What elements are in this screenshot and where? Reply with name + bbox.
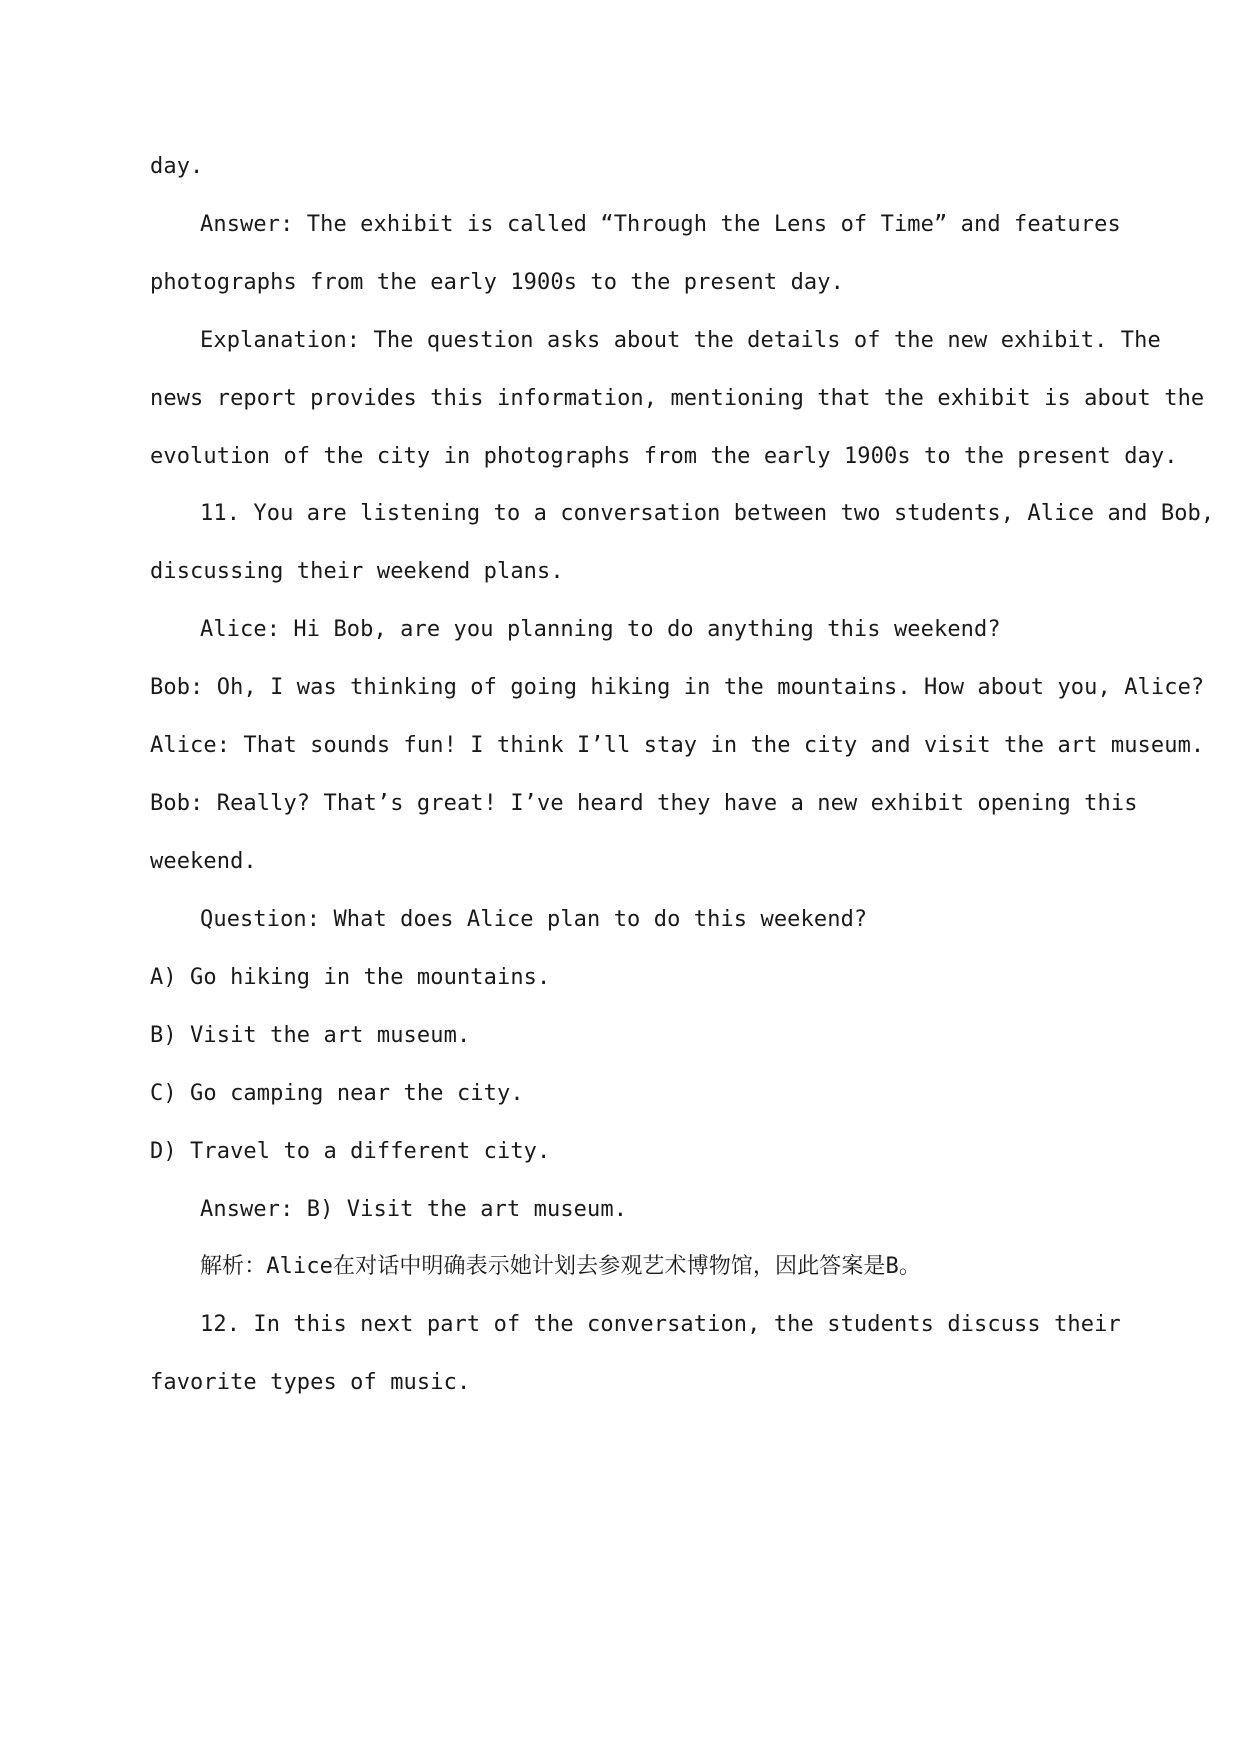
document-page (150, 0, 1215, 1754)
question-11-line: 11. You are listening to a conversation between two students, Alice and Bob, (200, 501, 1215, 526)
analysis-line: 解析：Alice在对话中明确表示她计划去参观艺术博物馆，因此答案是B。 (200, 1254, 921, 1279)
question-12-line: 12. In this next part of the conversation, the students discuss their (200, 1312, 1121, 1337)
dialogue-line: Bob: Oh, I was thinking of going hiking in the mountains. How about you, Alice? (150, 675, 1205, 700)
dialogue-line: Alice: That sounds fun! I think I’ll stay in the city and visit the art museum. (150, 733, 1205, 758)
text-line: evolution of the city in photographs from the early 1900s to the present day. (150, 444, 1178, 469)
option-a: A) Go hiking in the mountains. (150, 965, 551, 990)
question-line: Question: What does Alice plan to do this weekend? (200, 907, 868, 932)
text-line: favorite types of music. (150, 1370, 471, 1395)
option-b: B) Visit the art museum. (150, 1023, 471, 1048)
explanation-line: Explanation: The question asks about the details of the new exhibit. The (200, 328, 1161, 353)
text-line: news report provides this information, mentioning that the exhibit is about the (150, 386, 1205, 411)
text-line: photographs from the early 1900s to the present day. (150, 270, 844, 295)
dialogue-line: Alice: Hi Bob, are you planning to do anything this weekend? (200, 617, 1001, 642)
dialogue-line: weekend. (150, 849, 257, 874)
text-line: discussing their weekend plans. (150, 559, 564, 584)
option-d: D) Travel to a different city. (150, 1139, 551, 1164)
text-line: day. (150, 154, 204, 179)
dialogue-line: Bob: Really? That’s great! I’ve heard they have a new exhibit opening this (150, 791, 1138, 816)
answer-line: Answer: B) Visit the art museum. (200, 1197, 628, 1222)
answer-line: Answer: The exhibit is called “Through the Lens of Time” and features (200, 212, 1121, 237)
option-c: C) Go camping near the city. (150, 1081, 524, 1106)
